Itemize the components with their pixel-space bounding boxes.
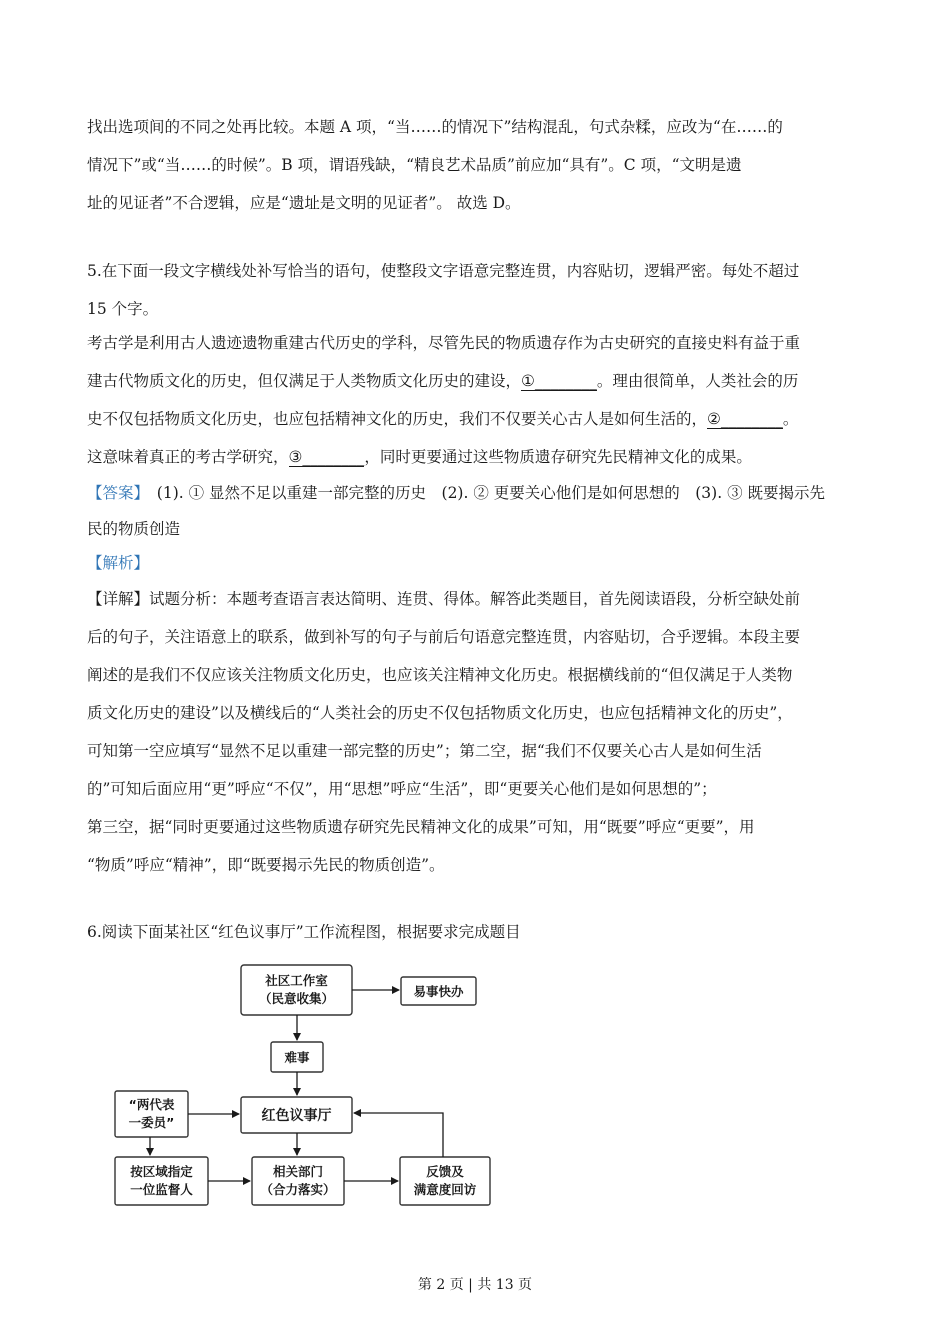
feedback-label-line-1: 反馈及	[426, 1164, 464, 1179]
detail-line-3: 阐述的是我们不仅应该关注物质文化历史，也应该关注精神文化历史。根据横线前的“但仅满足于人类物	[87, 666, 793, 684]
continuation-line-2: 情况下”或“当……的时候”。B 项，谓语残缺，“精良艺术品质”前应加“具有”。C 项，“文明是遗	[87, 156, 742, 174]
answer-line-2: 民的物质创造	[87, 520, 181, 538]
supervisor-label-line-2: 一位监督人	[130, 1182, 193, 1197]
dept-label-line-1: 相关部门	[272, 1164, 324, 1179]
office-label-line-1: 社区工作室	[265, 973, 328, 988]
passage-text: 建古代物质文化的历史，但仅满足于人类物质文化历史的建设，	[87, 372, 522, 390]
blank-3: ③________	[288, 448, 365, 466]
easy-label: 易事快办	[413, 984, 464, 999]
supervisor-label-line-1: 按区域指定	[130, 1164, 193, 1179]
hall-label: 红色议事厅	[261, 1108, 332, 1124]
blank-1: ①________	[521, 372, 597, 390]
office-label-line-2: （民意收集）	[258, 991, 335, 1006]
passage-text: 。	[782, 410, 799, 428]
detail-text: 试题分析：本题考查语言表达简明、连贯、得体。解答此类题目，首先阅读语段，分析空缺处前	[149, 590, 801, 608]
question-5-stem-line-1: 5.在下面一段文字横线处补写恰当的语句，使整段文字语意完整连贯，内容贴切，逻辑严密。每处不超过	[87, 262, 800, 280]
passage-text: 史不仅包括物质文化历史，也应包括精神文化的历史，我们不仅要关心古人是如何生活的，	[87, 410, 708, 428]
blank-2: ②________	[707, 410, 783, 428]
continuation-line-3: 址的见证者”不合逻辑，应是“遗址是文明的见证者”。 故选 D。	[87, 194, 521, 212]
passage-text: 。理由很简单，人类社会的历	[596, 372, 799, 390]
detail-line-7: 第三空，据“同时更要通过这些物质遗存研究先民精神文化的成果”可知，用“既要”呼应“更要”，用	[87, 818, 755, 836]
feedback-label-line-2: 满意度回访	[413, 1182, 477, 1197]
passage-text: 这意味着真正的考古学研究，	[87, 448, 289, 466]
analysis-label: 【解析】	[87, 554, 150, 572]
reps-label-line-2: 一委员”	[128, 1115, 175, 1130]
detail-line-4: 质文化历史的建设”以及横线后的“人类社会的历史不仅包括物质文化历史，也应包括精神文化的历史”，	[87, 704, 793, 722]
continuation-line-1: 找出选项间的不同之处再比较。本题 A 项，“当……的情况下”结构混乱，句式杂糅，应改为“在……的	[87, 118, 783, 136]
answer-text: (1). ① 显然不足以重建一部完整的历史 (2). ② 更要关心他们是如何思想的 (3). ③ 既要揭示先	[156, 484, 825, 502]
arrow-feedback-to-hall	[354, 1113, 443, 1157]
answer-label: 【答案】	[87, 484, 142, 502]
passage-text: ，同时更要通过这些物质遗存研究先民精神文化的成果。	[364, 448, 752, 466]
detail-line-8: “物质”呼应“精神”，即“既要揭示先民的物质创造”。	[87, 856, 445, 874]
detail-label: 【详解】	[87, 590, 150, 608]
dept-label-line-2: （合力落实）	[260, 1182, 336, 1197]
detail-line-5: 可知第一空应填写“显然不足以重建一部完整的历史”；第二空，据“我们不仅要关心古人是如何生活	[87, 742, 762, 760]
question-5-stem-line-2: 15 个字。	[87, 300, 159, 318]
reps-label-line-1: “两代表	[128, 1097, 175, 1112]
detail-line-2: 后的句子，关注语意上的联系，做到补写的句子与前后句语意完整连贯，内容贴切，合乎逻辑。本段主要	[87, 628, 801, 646]
hard-label: 难事	[284, 1050, 310, 1065]
detail-line-6: 的”可知后面应用“更”呼应“不仅”，用“思想”呼应“生活”，即“更要关心他们是如何思想的”；	[87, 780, 717, 798]
passage-line-1: 考古学是利用古人遗迹遗物重建古代历史的学科，尽管先民的物质遗存作为古史研究的直接史料有益于重	[87, 334, 801, 352]
page-footer: 第 2 页 | 共 13 页	[417, 1277, 533, 1293]
question-6-stem: 6.阅读下面某社区“红色议事厅”工作流程图，根据要求完成题目	[87, 923, 521, 941]
